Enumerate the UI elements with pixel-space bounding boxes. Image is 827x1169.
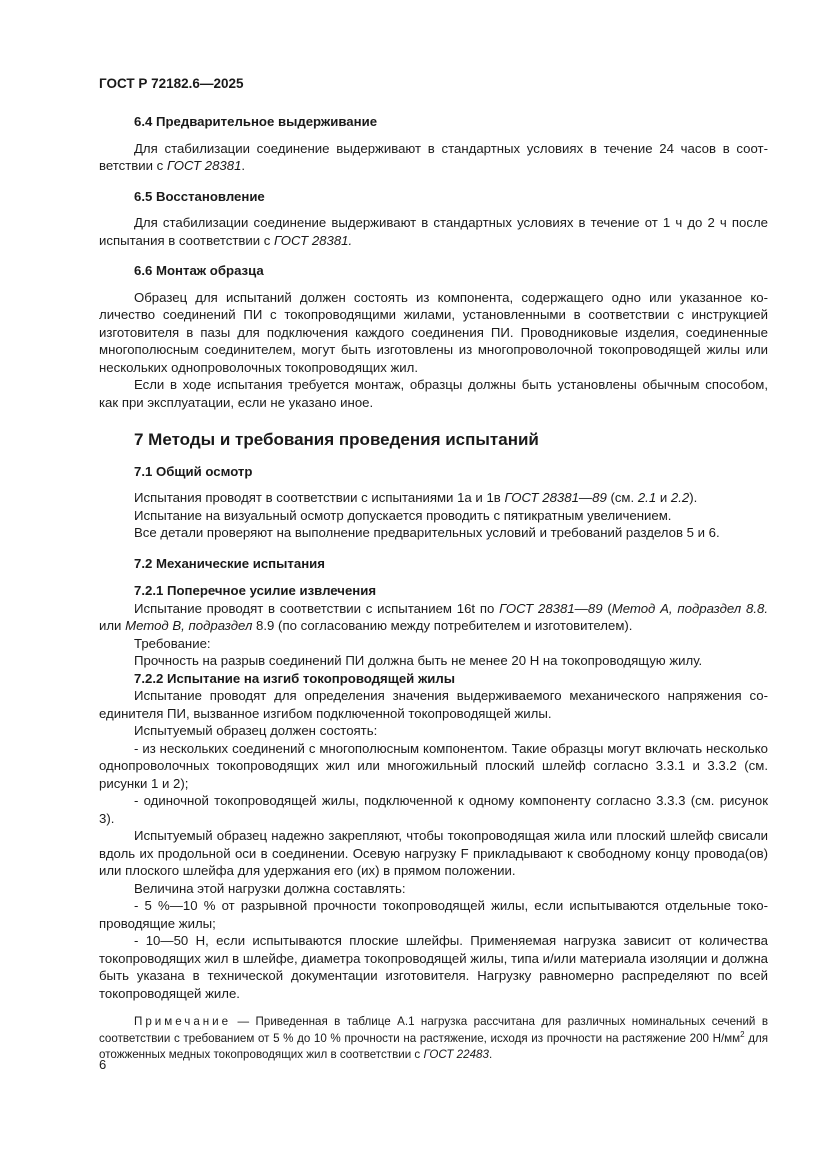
section-6-5-paragraph: Для стабилизации соединение выдерживают в стандартных условиях в течение от 1 ч до 2 ч после испытания в соответствии с ГОСТ 28381. [99, 215, 768, 248]
section-7-2-2-paragraph-2: Испытуемый образец должен состоять: [134, 723, 378, 738]
document-body [99, 113, 768, 1075]
section-7-title: 7 Методы и требования проведения испытаний [134, 430, 539, 449]
section-7-1-paragraph-1: Испытания проводят в соответствии с испытаниями 1а и 1в ГОСТ 28381—89 (см. 2.1 и 2.2). [134, 490, 698, 505]
section-7-2-2-list-item-3: - 5 %—10 % от разрывной прочности токопроводящей жилы, если испытываются отдельные токопроводящие жилы; [99, 898, 768, 931]
section-7-1-paragraph-2: Испытание на визуальный осмотр допускается проводить с пятикратным увеличением. [134, 507, 672, 523]
section-7-2-2-list-item-4: - 10—50 Н, если испытываются плоские шлейфы. Применяемая нагрузка зависит от количества токопроводящих жил в шлейфе, диаметра токопроводящей жилы, типа и/или материала изоляции и должна быть указана в технической документации изготовителя. Нагрузку равномерно распределяют по всей токопроводящей жиле. [99, 933, 768, 1001]
section-6-5-title: 6.5 Восстановление [134, 188, 265, 204]
section-7-2-1-title: 7.2.1 Поперечное усилие извлечения [134, 583, 377, 598]
section-7-1-title: 7.1 Общий осмотр [134, 463, 253, 479]
section-7-2-2-list-item-1: - из нескольких соединений с многополюсным компонентом. Такие образцы могут включать несколько однопроволочных токопроводящих жил или многожильный плоский шлейф согласно 3.3.1 и 3.3.2 (см. рисунки 1 и 2); [99, 740, 768, 791]
section-6-4-paragraph: Для стабилизации соединение выдерживают в стандартных условиях в течение 24 часов в соответствии с ГОСТ 28381. [99, 140, 768, 173]
page-number: 6 [99, 1057, 107, 1072]
note-paragraph: Примечание — Приведенная в таблице А.1 нагрузка рассчитана для различных номинальных сечений в соответствии с требованием от 5 % до 10 % прочности на растяжение, исходя из прочности на растяжение 200 $Н/мм^2$ для отожженных медных токопроводящих жил в соответствии с ГОСТ 22483. [99, 1015, 769, 1061]
section-7-2-2-list-item-2: - одиночной токопроводящей жилы, подключенной к одному компоненту согласно 3.3.3 (см. рисунок 3). [99, 793, 768, 826]
section-6-6-paragraph-1: Образец для испытаний должен состоять из компонента, содержащего одно или указанное количество соединений ПИ с токопроводящими жилами, установленными в соответствии с инструкцией изготовителя в пазы для подключения каждого соединения ПИ. Проводниковые изделия, соединенные многополюсным соединителем, могут быть изготовлены из многопроволочной токопроводящей жилы или нескольких однопроволочных токопроводящих жил. [99, 289, 768, 375]
section-7-2-2-paragraph-3: Испытуемый образец надежно закрепляют, чтобы токопроводящая жила или плоский шлейф свисали вдоль их продольной оси в соединении. Осевую нагрузку F прикладывают к свободному концу провода(ов) или плоского шлейфа для удержания его (их) в прямом положении. [99, 828, 768, 878]
section-7-2-1-paragraph-1: Испытание проводят в соответствии с испытанием 16t по ГОСТ 28381—89 (Метод А, подраздел 8.8. или Метод В, подраздел 8.9 (по согласованию между потребителем и изготовителем). [99, 600, 768, 633]
note-label: Примечание [134, 1015, 232, 1028]
section-7-2-1-paragraph-2: Требование: [134, 635, 211, 651]
section-7-2-2-paragraph-4: Величина этой нагрузки должна составлять: [134, 880, 406, 896]
section-7-2-2-title: 7.2.2 Испытание на изгиб токопроводящей жилы [134, 670, 456, 686]
section-6-4-title: 6.4 Предварительное выдерживание [134, 114, 378, 129]
section-6-6-paragraph-2: Если в ходе испытания требуется монтаж, образцы должны быть установлены обычным способом, как при эксплуатации, если не указано иное. [99, 377, 768, 410]
section-7-2-1-paragraph-3: Прочность на разрыв соединений ПИ должна быть не менее 20 Н на токопроводящую жилу. [134, 653, 703, 668]
document-header: ГОСТ Р 72182.6—2025 [99, 76, 244, 91]
section-7-2-2-paragraph-1: Испытание проводят для определения значения выдерживаемого механического напряжения соединителя ПИ, вызванное изгибом подключенной токопроводящей жилы. [99, 688, 768, 721]
section-6-6-title: 6.6 Монтаж образца [134, 263, 264, 278]
section-7-2-title: 7.2 Механические испытания [134, 555, 325, 571]
section-7-1-paragraph-3: Все детали проверяют на выполнение предварительных условий и требований разделов 5 и 6. [134, 525, 720, 540]
